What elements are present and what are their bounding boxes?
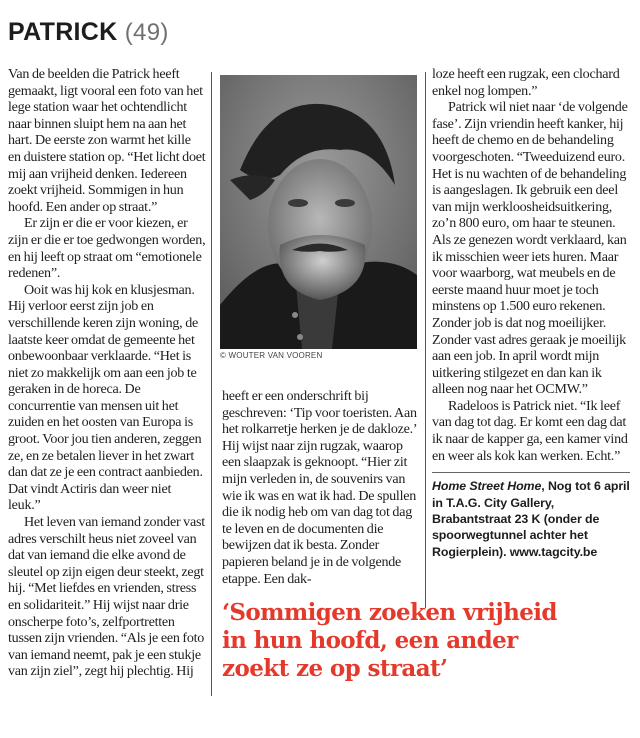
- portrait-image: [220, 75, 417, 349]
- column-divider: [211, 72, 212, 696]
- exhibition-title: Home Street Home: [432, 479, 542, 494]
- pull-quote-line: in hun hoofd, een ander: [222, 627, 518, 655]
- pull-quote-line: ‘Sommigen zoeken vrijheid: [222, 599, 557, 627]
- article-column-1: [8, 66, 206, 680]
- pull-quote: [222, 599, 632, 683]
- pull-quote-line: zoekt ze op straat’: [222, 655, 448, 683]
- column-3-block: [432, 66, 632, 560]
- article-column-2: [222, 388, 420, 587]
- info-divider: [432, 472, 630, 473]
- exhibition-details: , Nog tot 6 april in T.A.G. City Gallery, Brabantstraat 23 K (onder de spoorwegtunnel achter het Rogierplein). www.tagcity.be: [432, 479, 630, 559]
- paragraph: heeft er een onderschrift bij geschreven: ‘Tip voor toeristen. Aan het rolkarretje herken je de dakloze.’ Hij wijst naar zijn rugzak, waarop een slaapzak is geknoopt. “Hier zit mijn verleden in, de souvenirs van wie ik was en wat ik had. De spullen die ik nodig heb om van dag tot dag te leven en de documenten die bewijzen dat ik besta. Zonder papieren beland je in de volgende etappe. Een dak-: [222, 388, 417, 587]
- paragraph: Er zijn er die er voor kiezen, er zijn er die er toe gedwongen worden, en hij leeft op straat om “emotionele redenen”.: [8, 215, 206, 282]
- paragraph: Radeloos is Patrick niet. “Ik leef van dag tot dag. Er komt een dag dat ik naar de kapper ga, een kamer vind en weer als kok kan werken. Echt.”: [432, 397, 628, 464]
- paragraph: Van de beelden die Patrick heeft gemaakt, ligt vooral een foto van het lege station waar het ochtendlicht naar binnen sluipt hem na aan het hart. De eerste zon warmt het kille en duistere station op. “Het licht doet mij aan vrijheid denken. Iedereen zoekt vrijheid. Sommigen in hun hoofd. Een ander op straat.”: [8, 66, 206, 215]
- paragraph: Het leven van iemand zonder vast adres verschilt heus niet zoveel van dat van iemand die elke avond de sleutel op zijn eigen deur steekt, zegt hij. “Met liefdes en vrienden, stress en solidariteit.” Hij wijst naar drie onscherpe foto’s, zelfportretten tussen zijn vrienden. “Als je een foto van iemand neemt, pak je een stukje van zijn ziel”, zegt hij plechtig. Hij: [8, 514, 205, 680]
- article-title: [8, 18, 169, 47]
- portrait-photo: [220, 75, 417, 349]
- paragraph: Ooit was hij kok en klusjesman. Hij verloor eerst zijn job en verschillende keren zijn woning, de laatste keer omdat de gemeente het onbewoonbaar verklaarde. “Het is niet zo makkelijk om aan een job te geraken in de horeca. De concurrentie van mensen uit het zuiden en het oosten van Europa is groot. Voor jou tien anderen, zeggen ze, en ze betalen liever in het zwart dan dat ze je een contract aanbieden. Dat vindt Actiris dan weer niet leuk.”: [8, 281, 203, 514]
- photo-credit: © WOUTER VAN VOOREN: [220, 351, 323, 360]
- paragraph: Patrick wil niet naar ‘de volgende fase’. Zijn vriendin heeft kanker, hij heeft de chemo en de behandeling voorgeschoten. “Tweeduizend euro. Het is nu wachten of de behandeling is aangeslagen. Ik gebruik een deel van mijn werkloosheidsuitkering, zo’n 800 euro, om haar te steunen. Als ze genezen wordt verklaard, kan ik misschien weer iets huren. Maar voor waarborg, wat meubels en de eerste maand huur moet je toch minstens op 1.500 euro rekenen. Zonder job is dat nog moeilijker. Zonder vast adres geraak je moeilijk aan een job. In april wordt mijn uitkering stilgezet en dan kan ik alleen nog naar het OCMW.”: [432, 99, 628, 398]
- article-column-3: [432, 66, 632, 464]
- exhibition-info: [432, 478, 632, 560]
- subject-name: PATRICK: [8, 18, 118, 46]
- paragraph: loze heeft een rugzak, een clochard enkel nog lompen.”: [432, 66, 620, 99]
- subject-age: (49): [124, 19, 169, 46]
